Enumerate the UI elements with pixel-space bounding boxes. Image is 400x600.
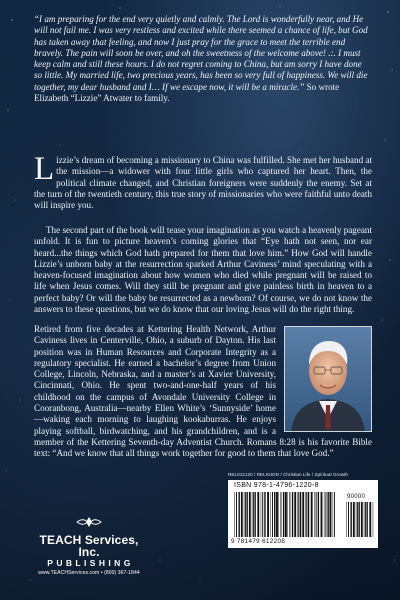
isbn-barcode	[228, 480, 378, 548]
price-code: 90000	[347, 494, 366, 500]
barcode-bar	[332, 492, 333, 537]
barcode-bar	[236, 492, 237, 537]
quote-text: “I am preparing for the end very quietly and calmly. The Lord is wonderfully near, and He will not fail me. I was very restless and excited while there seemed a chance of life, but God has taken away that feeling, and now I just pray for the grace to meet the terrible end bravely. The pain will soon be over, and oh the sweetness of the welcome above! .:. I must keep calm and still these hours. I do not regret coming to China, but am sorry I have done so little. My married life, two precious years, has been so very full of happiness. We will die together, my dear husband and I… If we escape now, it will be a miracle.”	[34, 14, 368, 92]
barcode-bar	[364, 502, 365, 537]
barcode-bar	[257, 492, 259, 537]
barcode-bar	[234, 492, 235, 537]
quote-attribution: So wrote Elizabeth “Lizzie” Atwater to family.	[34, 81, 340, 104]
isbn-number: ISBN 978-1-4796-1220-8	[234, 482, 319, 489]
barcode-bar	[346, 502, 347, 537]
publisher-subtitle: PUBLISHING	[47, 558, 134, 568]
barcode-bar	[361, 502, 363, 537]
author-photo	[284, 326, 372, 432]
barcode-bar	[365, 502, 366, 537]
story-summary	[34, 151, 372, 211]
barcode-bar	[253, 492, 254, 537]
barcode-bar	[264, 492, 265, 537]
barcode-digits: 9 781479 612208	[231, 538, 286, 545]
barcode-bar	[297, 492, 298, 537]
book-category-code: REL012120 / RELIGION / Christian Life / Spiritual Growth	[228, 472, 348, 477]
barcode-bar	[279, 492, 280, 537]
drop-cap-letter: L	[34, 151, 55, 187]
barcode-bar	[314, 492, 315, 537]
barcode-bar	[289, 492, 290, 537]
barcode-bar	[254, 492, 255, 537]
barcode-bar	[373, 502, 374, 537]
publisher-logo-icon	[74, 516, 104, 528]
barcode-bar	[285, 492, 287, 537]
author-bio-text: Retired from five decades at Kettering Health Network, Arthur Caviness lives in Centerville, Ohio, a suburb of Dayton. His last position was in Human Resources and Corporate Integrity as a regulatory specialist. He earned a bachelor’s degree from Union College, Lincoln, Nebraska, and a master’s at Xavier University, Cincinnati, Ohio. He spent two-and-one-half years of his childhood on the campus of Avondale University College in Cooranbong, Australia—nearby Ellen White’s ‘Sunnyside’ home—waking each morning to laughing kookaburras. He enjoys playing softball, birdwatching, and his grandchildren, and is a member of the Kettering Seventh-day Adventist Church. Romans 8:28 is his favorite Bible text: “And we know that all things work together for good to them that love God.”	[34, 324, 372, 459]
barcode-bar	[252, 492, 253, 537]
barcode-bar	[287, 492, 288, 537]
second-part-description: The second part of the book will tease your imagination as you watch a heavenly pageant unfold. It is fun to picture heaven’s coming glories that “Eye hath not seen, nor ear heard...the things which God hath prepared for them that love him.” How God will handle Lizzie’s unborn baby at the resurrection sparked Arthur Caviness’ mind speculating with a heaven-focused imagination about how women who died while pregnant will be raised to life when Jesus comes. Will they still be pregnant and give painless birth in heaven to a perfect baby? Or will the baby be resurrected as a newborn? Of course, we do not know the answers to these questions, but we do know that our loving Jesus will do the right thing.	[34, 225, 372, 315]
barcode-bar	[356, 502, 357, 537]
barcode-bar	[302, 492, 304, 537]
barcode-bar	[249, 492, 251, 537]
publisher-logo-block	[34, 516, 144, 577]
barcode-bar	[281, 492, 282, 537]
barcode-bar	[348, 502, 349, 537]
barcode-bar	[292, 492, 293, 537]
barcode-bar	[358, 502, 359, 537]
barcode-bar	[334, 492, 335, 537]
barcode-bar	[276, 492, 278, 537]
author-bio-section	[34, 324, 372, 460]
barcode-bar	[298, 492, 299, 537]
barcode-bar	[366, 502, 367, 537]
barcode-bar	[350, 502, 351, 537]
barcode-bar	[311, 492, 313, 537]
author-portrait-image	[285, 327, 371, 431]
barcode-bar	[241, 492, 243, 537]
story-summary-text: izzie’s dream of becoming a missionary to China was fulfilled. She met her husband at the mission—a widower with four little girls who captured her heart. Then, the political climate changed, and Christian foreigners were suddenly the enemy. Set at the turn of the twentieth century, this true story of missionaries who were faithful unto death will inspire you.	[34, 155, 372, 211]
barcode-bar	[318, 492, 319, 537]
barcode-bar	[244, 492, 245, 537]
barcode-bar	[306, 492, 307, 537]
barcode-bar	[305, 492, 306, 537]
barcode-bar	[261, 492, 262, 537]
barcode-bar	[357, 502, 358, 537]
barcode-bar	[294, 492, 296, 537]
barcode-bar	[274, 492, 275, 537]
barcode-bar	[324, 492, 325, 537]
barcode-bar	[321, 492, 323, 537]
barcode-bar	[267, 492, 269, 537]
barcode-bar	[283, 492, 284, 537]
barcode-bar	[262, 492, 263, 537]
barcode-bar	[329, 492, 331, 537]
barcode-bar	[327, 492, 328, 537]
barcode-bar	[245, 492, 246, 537]
barcode-bar	[238, 492, 239, 537]
barcode-bar	[300, 492, 301, 537]
barcode-bar	[325, 492, 326, 537]
barcode-bar	[272, 492, 273, 537]
publisher-name: TEACH Services, Inc.	[39, 533, 139, 559]
publisher-contact: www.TEACHServices.com • (800) 367-1844	[38, 570, 140, 576]
barcode-bar	[369, 502, 371, 537]
barcode-bar	[271, 492, 272, 537]
barcode-bar	[353, 502, 355, 537]
barcode-bar	[316, 492, 317, 537]
barcode-bar	[246, 492, 247, 537]
opening-quote	[34, 14, 372, 104]
barcode-bar	[308, 492, 309, 537]
